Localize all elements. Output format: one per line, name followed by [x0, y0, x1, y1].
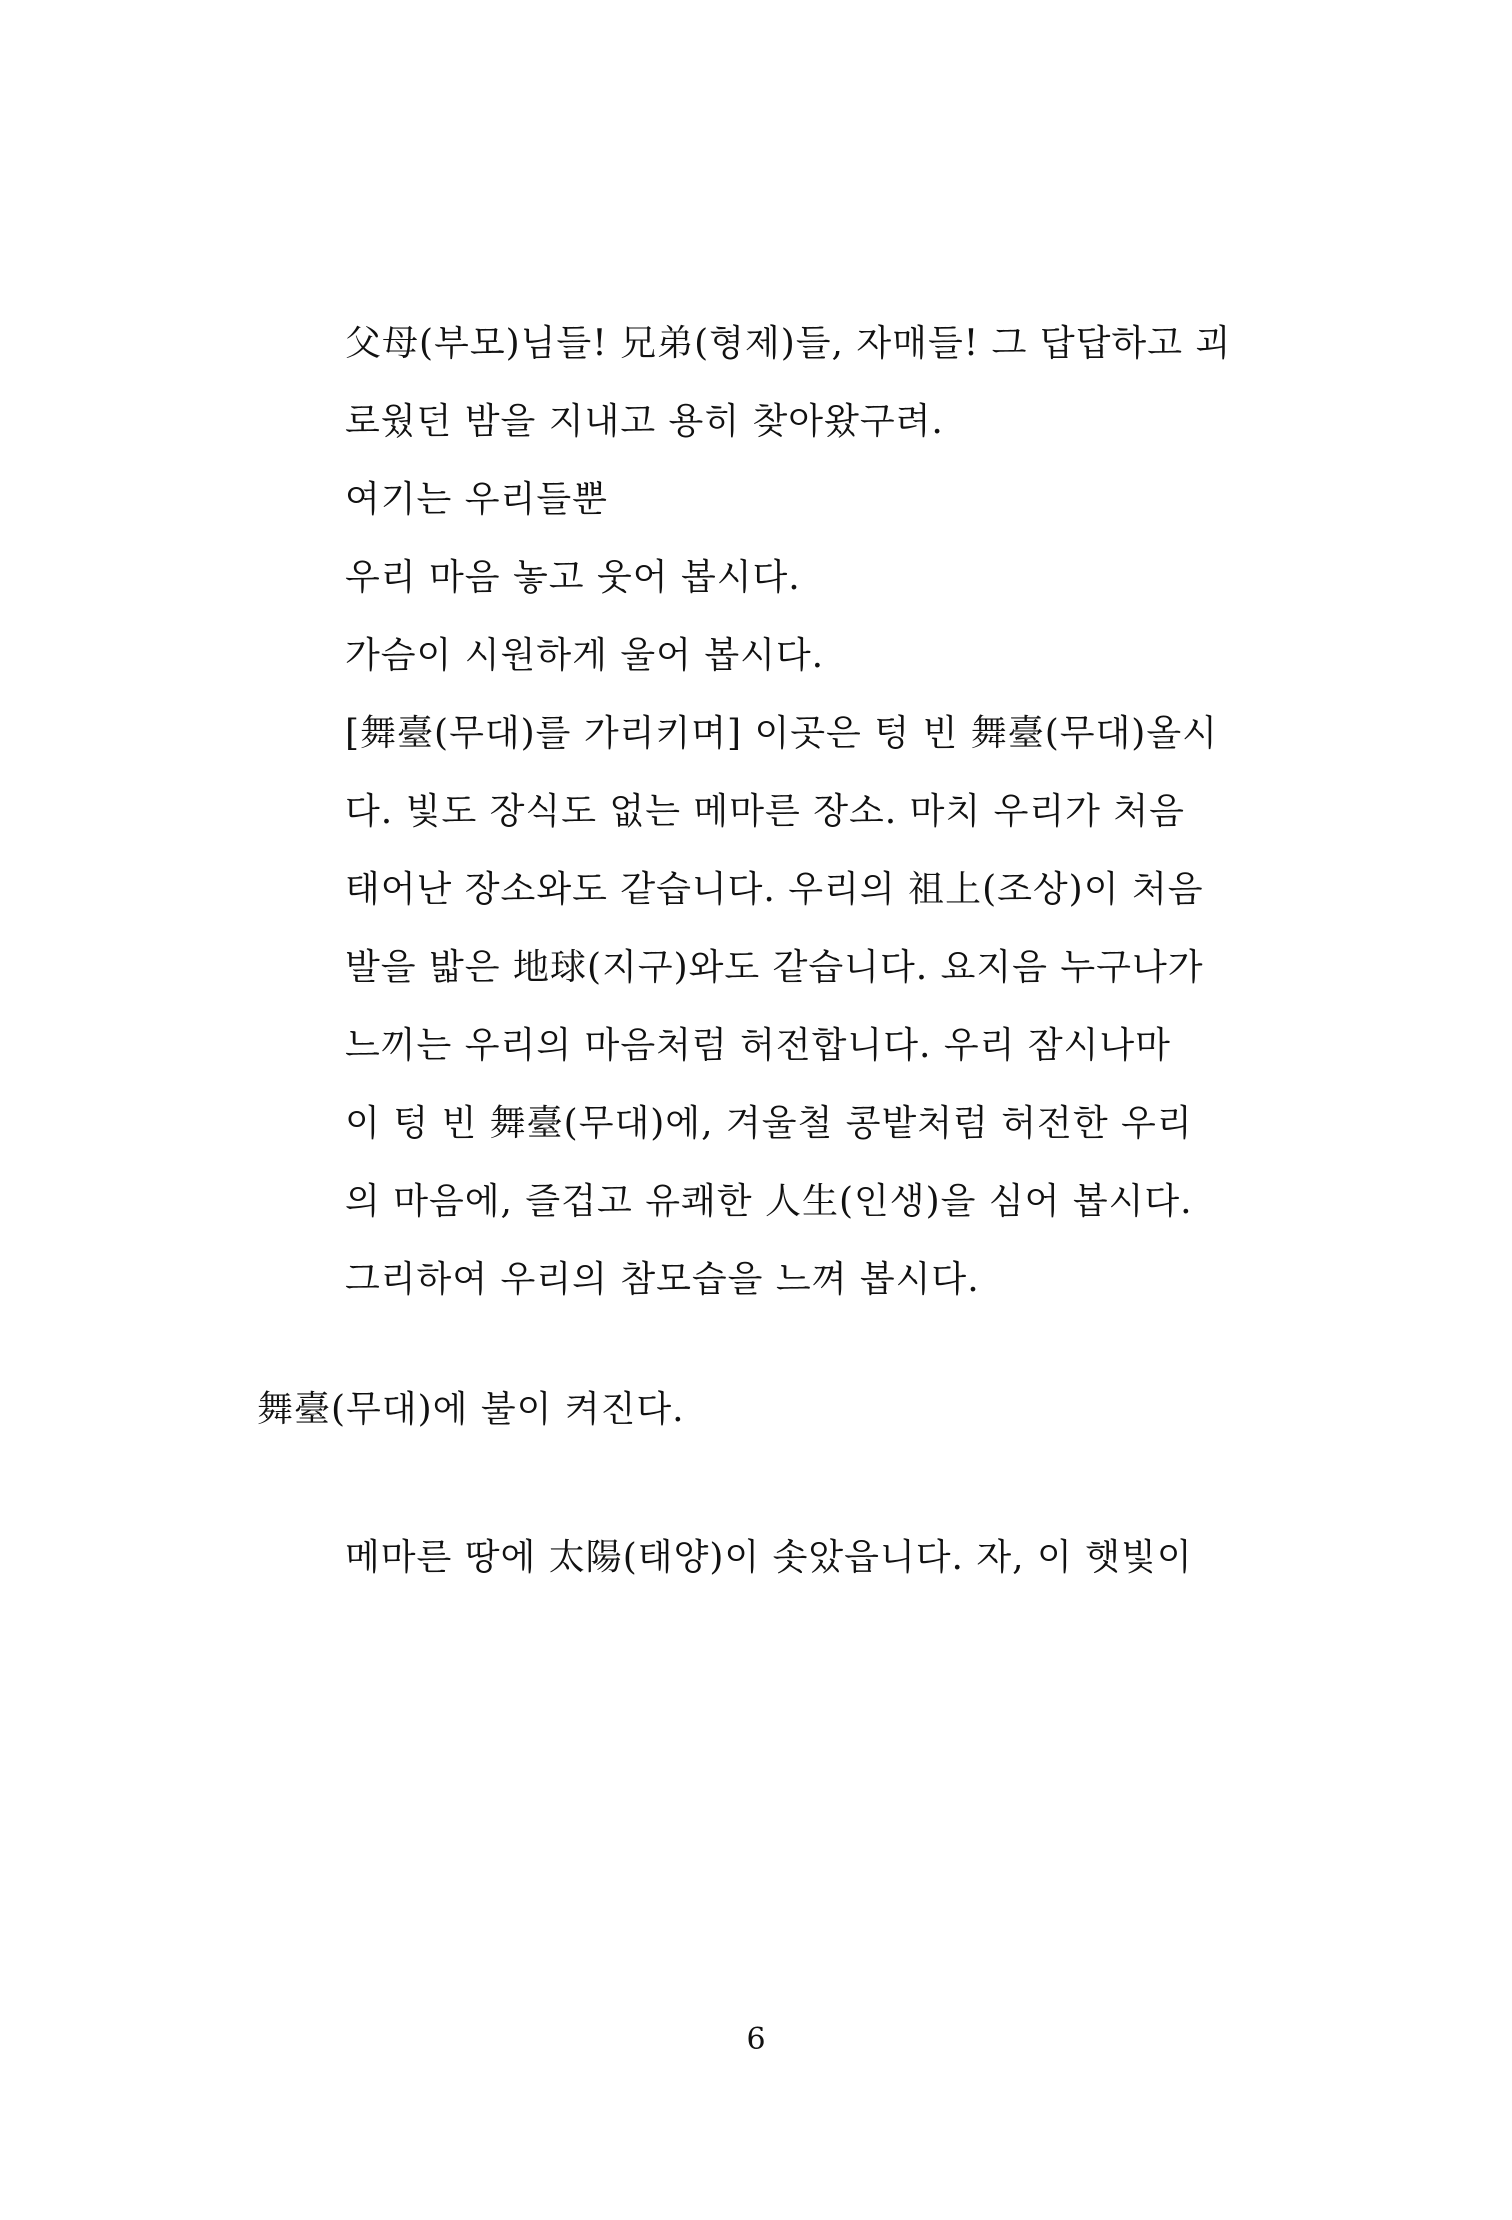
page-number: 6 [746, 2022, 766, 2057]
speech-line: 의 마음에, 즐겁고 유쾌한 人生(인생)을 심어 봅시다. [345, 1181, 1193, 1222]
speech-line: 다. 빛도 장식도 없는 메마른 장소. 마치 우리가 처음 [345, 791, 1185, 832]
speech-line: 느끼는 우리의 마음처럼 허전합니다. 우리 잠시나마 [345, 1025, 1171, 1066]
speech-line: 그리하여 우리의 참모습을 느껴 봅시다. [345, 1259, 980, 1300]
speech-line: 로웠던 밤을 지내고 용히 찾아왔구려. [345, 401, 944, 442]
stage-direction: 舞臺(무대)에 불이 켜진다. [257, 1389, 685, 1430]
speech-line: 발을 밟은 地球(지구)와도 같습니다. 요지음 누구나가 [345, 947, 1204, 988]
speech-line: 父母(부모)님들! 兄弟(형제)들, 자매들! 그 답답하고 괴 [345, 323, 1232, 364]
speech-line: 우리 마음 놓고 웃어 봅시다. [345, 557, 801, 598]
speech-line: 태어난 장소와도 같습니다. 우리의 祖上(조상)이 처음 [345, 869, 1204, 910]
speech-line: [舞臺(무대)를 가리키며] 이곳은 텅 빈 舞臺(무대)올시 [345, 713, 1218, 754]
speech-line: 메마른 땅에 太陽(태양)이 솟았읍니다. 자, 이 햇빛이 [345, 1537, 1193, 1578]
speech-line: 여기는 우리들뿐 [345, 479, 608, 520]
speech-line: 이 텅 빈 舞臺(무대)에, 겨울철 콩밭처럼 허전한 우리 [345, 1103, 1193, 1144]
speech-line: 가슴이 시원하게 울어 봅시다. [345, 635, 825, 676]
